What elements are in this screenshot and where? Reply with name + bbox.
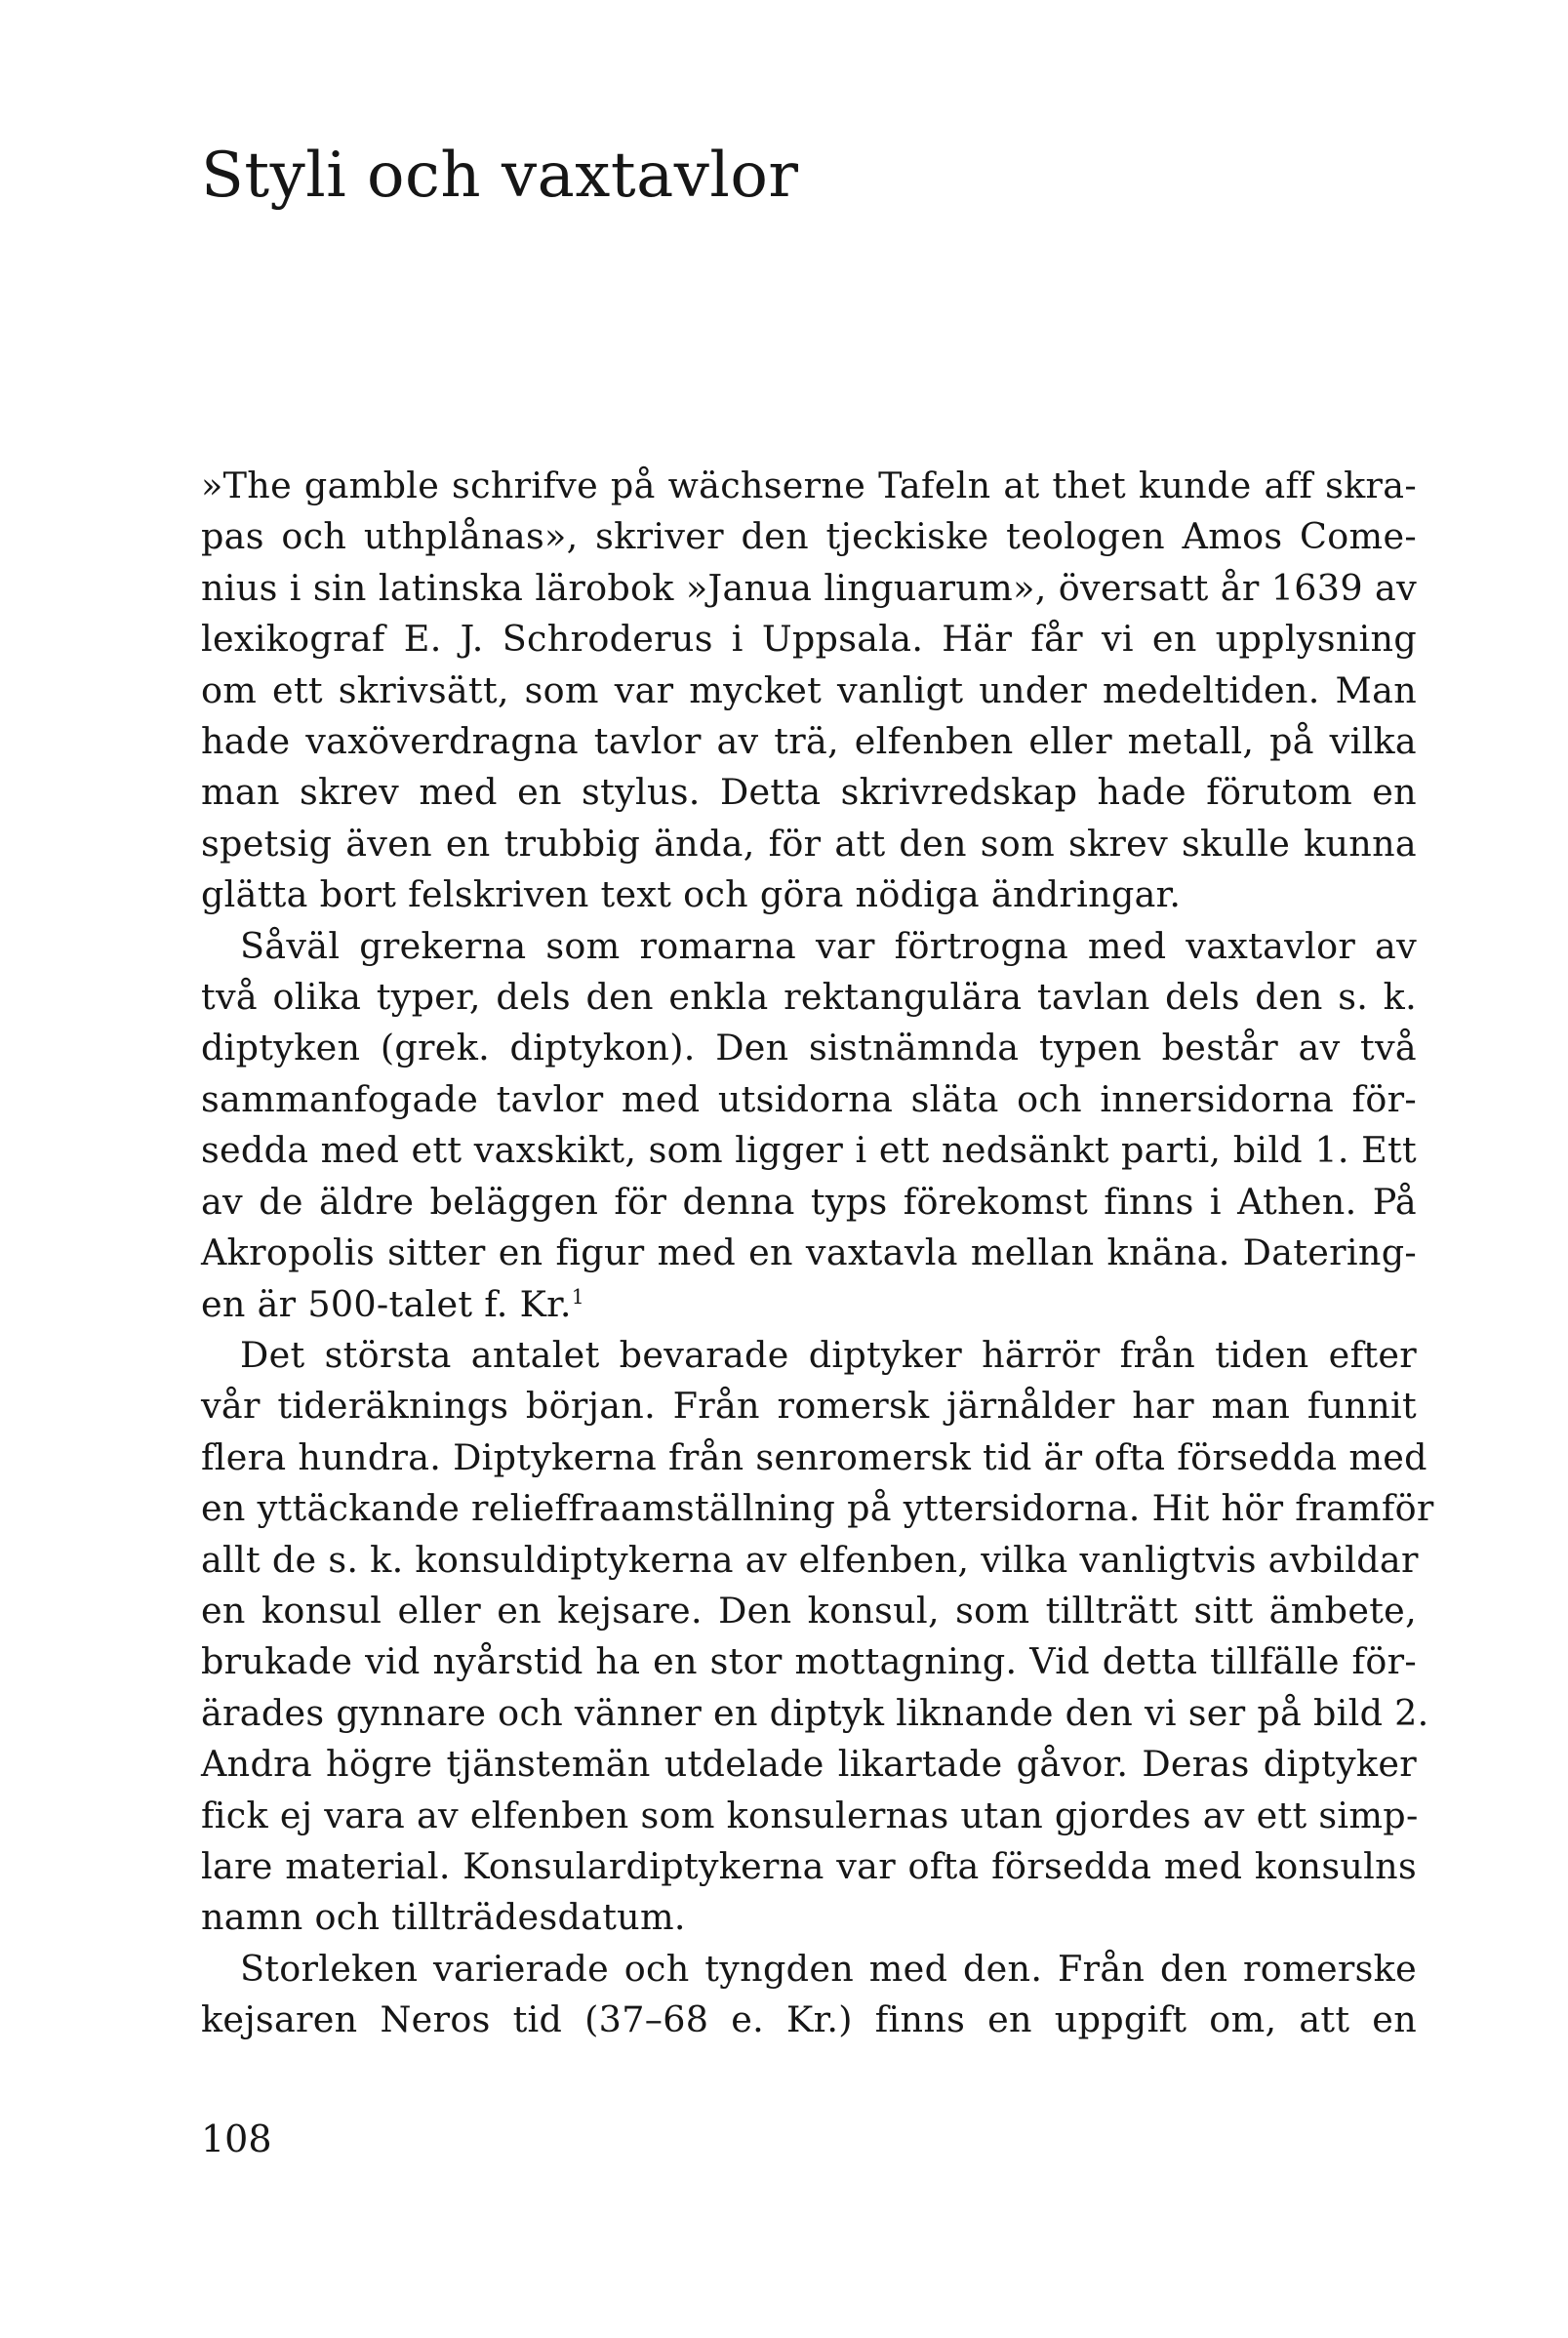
text-line: Akropolis sitter en figur med en vaxtavla mellan knäna. Datering-: [201, 1231, 1417, 1274]
text-line: fick ej vara av elfenben som konsulernas utan gjordes av ett simp-: [201, 1794, 1419, 1836]
text-line: vår tideräknings början. Från romersk järnålder har man funnit: [201, 1385, 1417, 1428]
text-line: glätta bort felskriven text och göra nödiga ändringar.: [201, 873, 1182, 916]
text-line: två olika typer, dels den enkla rektangulära tavlan dels den s. k.: [201, 976, 1417, 1019]
text-line: pas och uthplånas», skriver den tjeckiske teologen Amos Come-: [201, 515, 1417, 558]
paragraph-4: [201, 1944, 1417, 2046]
text-line: flera hundra. Diptykerna från senromersk tid är ofta försedda med: [201, 1435, 1427, 1478]
text-line: Storleken varierade och tyngden med den. Från den romerske: [240, 1947, 1417, 1990]
text-line: Det största antalet bevarade diptyker härrör från tiden efter: [240, 1333, 1417, 1376]
text-line-content: en är 500-talet f. Kr.: [201, 1282, 572, 1325]
text-line: en konsul eller en kejsare. Den konsul, som tillträtt sitt ämbete,: [201, 1589, 1417, 1632]
text-line: ärades gynnare och vänner en diptyk liknande den vi ser på bild 2.: [201, 1691, 1429, 1734]
text-line: lexikograf E. J. Schroderus i Uppsala. Här får vi en upplysning: [201, 618, 1417, 661]
chapter-title: Styli och vaxtavlor: [201, 140, 799, 212]
text-line: sedda med ett vaxskikt, som ligger i ett nedsänkt parti, bild 1. Ett: [201, 1129, 1417, 1172]
text-line: »The gamble schrifve på wächserne Tafeln at thet kunde aff skra-: [201, 464, 1417, 506]
text-line: om ett skrivsätt, som var mycket vanligt under medeltiden. Man: [201, 668, 1417, 711]
paragraph-3: [201, 1330, 1434, 1944]
text-line: diptyken (grek. diptykon). Den sistnämnda typen består av två: [201, 1027, 1417, 1069]
text-line: namn och tillträdesdatum.: [201, 1896, 686, 1939]
paragraph-2: [201, 921, 1417, 1330]
text-line: nius i sin latinska lärobok »Janua linguarum», översatt år 1639 av: [201, 566, 1417, 609]
text-line: hade vaxöverdragna tavlor av trä, elfenben eller metall, på vilka: [201, 720, 1417, 763]
text-line: Såväl grekerna som romarna var förtrogna med vaxtavlor av: [240, 924, 1417, 967]
text-line: spetsig även en trubbig ända, för att den som skrev skulle kunna: [201, 822, 1417, 865]
text-line: en yttäckande relieffraamställning på yttersidorna. Hit hör framför: [201, 1487, 1434, 1530]
text-line: Andra högre tjänstemän utdelade likartade gåvor. Deras diptyker: [201, 1743, 1417, 1786]
text-line: sammanfogade tavlor med utsidorna släta och innersidorna för-: [201, 1077, 1417, 1120]
text-line: man skrev med en stylus. Detta skrivredskap hade förutom en: [201, 771, 1417, 814]
text-line: brukade vid nyårstid ha en stor mottagning. Vid detta tillfälle för-: [201, 1640, 1417, 1683]
page-number: 108: [201, 2117, 272, 2160]
text-line: allt de s. k. konsuldiptykerna av elfenben, vilka vanligtvis avbildar: [201, 1538, 1419, 1581]
paragraph-1: [201, 461, 1417, 921]
text-line: kejsaren Neros tid (37–68 e. Kr.) finns en uppgift om, att en: [201, 1998, 1417, 2041]
text-line: av de äldre beläggen för denna typs förekomst finns i Athen. På: [201, 1180, 1417, 1223]
text-line: [201, 1279, 1417, 1330]
text-line: lare material. Konsulardiptykerna var ofta försedda med konsulns: [201, 1844, 1417, 1887]
footnote-marker: 1: [571, 1284, 584, 1309]
body-text: [201, 461, 1434, 2046]
